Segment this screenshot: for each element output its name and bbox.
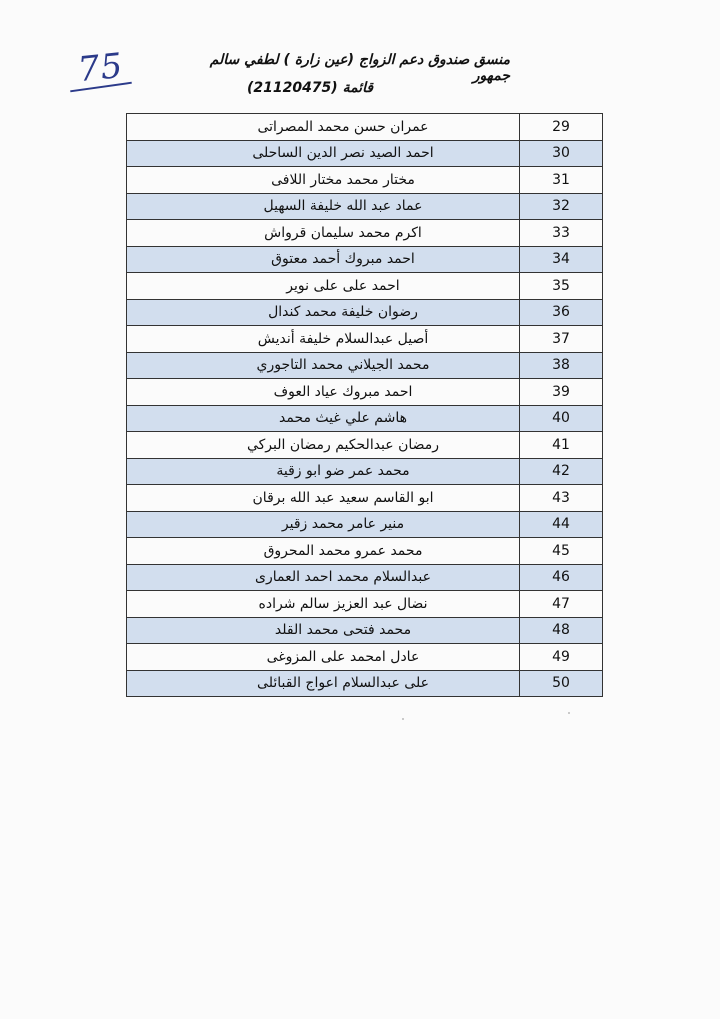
name-cell: اكرم محمد سليمان قرواش <box>127 220 520 247</box>
name-cell: احمد مبروك أحمد معتوق <box>127 246 520 273</box>
name-cell: على عبدالسلام اعواج القبائلى <box>127 670 520 697</box>
name-cell: عماد عبد الله خليفة السهيل <box>127 193 520 220</box>
table-row <box>127 273 603 300</box>
table-row <box>127 114 603 141</box>
name-cell: محمد عمرو محمد المحروق <box>127 538 520 565</box>
name-cell: عمران حسن محمد المصراتى <box>127 114 520 141</box>
number-cell: 32 <box>520 193 603 220</box>
number-cell: 44 <box>520 511 603 538</box>
number-cell: 38 <box>520 352 603 379</box>
table-row <box>127 670 603 697</box>
number-cell: 37 <box>520 326 603 353</box>
table-row <box>127 167 603 194</box>
name-cell: هاشم علي غيث محمد <box>127 405 520 432</box>
number-cell: 48 <box>520 617 603 644</box>
name-cell: أصيل عبدالسلام خليفة أنديش <box>127 326 520 353</box>
name-cell: احمد الصيد نصر الدين الساحلى <box>127 140 520 167</box>
names-table <box>126 113 603 697</box>
table-row <box>127 511 603 538</box>
table-row <box>127 140 603 167</box>
number-cell: 43 <box>520 485 603 512</box>
name-cell: احمد على على نوير <box>127 273 520 300</box>
table-row <box>127 617 603 644</box>
table-row <box>127 379 603 406</box>
number-cell: 40 <box>520 405 603 432</box>
table-row <box>127 220 603 247</box>
number-cell: 49 <box>520 644 603 671</box>
table-row <box>127 538 603 565</box>
number-cell: 46 <box>520 564 603 591</box>
scan-speck <box>402 718 404 720</box>
number-cell: 30 <box>520 140 603 167</box>
table-row <box>127 564 603 591</box>
name-cell: ابو القاسم سعيد عبد الله برقان <box>127 485 520 512</box>
name-cell: احمد مبروك عياد العوف <box>127 379 520 406</box>
table-row <box>127 193 603 220</box>
table-row <box>127 432 603 459</box>
table-row <box>127 591 603 618</box>
number-cell: 35 <box>520 273 603 300</box>
table-row <box>127 326 603 353</box>
name-cell: محمد الجيلاني محمد التاجوري <box>127 352 520 379</box>
name-cell: محمد عمر ضو ابو زقية <box>127 458 520 485</box>
name-cell: محمد فتحى محمد القلد <box>127 617 520 644</box>
document-title: منسق صندوق دعم الزواج (عين زارة ) لطفي سالم جمهور <box>209 52 510 84</box>
table-row <box>127 246 603 273</box>
name-cell: رضوان خليفة محمد كندال <box>127 299 520 326</box>
table-row <box>127 405 603 432</box>
name-cell: مختار محمد مختار اللافى <box>127 167 520 194</box>
name-cell: نضال عبد العزيز سالم شراده <box>127 591 520 618</box>
number-cell: 34 <box>520 246 603 273</box>
number-cell: 31 <box>520 167 603 194</box>
names-table-body <box>127 114 603 697</box>
table-row <box>127 485 603 512</box>
list-number: قائمة (21120475) <box>246 80 374 96</box>
table-row <box>127 352 603 379</box>
number-cell: 39 <box>520 379 603 406</box>
name-cell: عادل امحمد على المزوغى <box>127 644 520 671</box>
number-cell: 41 <box>520 432 603 459</box>
table-row <box>127 644 603 671</box>
name-cell: رمضان عبدالحكيم رمضان البركي <box>127 432 520 459</box>
scan-speck <box>568 712 570 714</box>
number-cell: 29 <box>520 114 603 141</box>
number-cell: 36 <box>520 299 603 326</box>
table-row <box>127 299 603 326</box>
number-cell: 47 <box>520 591 603 618</box>
number-cell: 33 <box>520 220 603 247</box>
handwritten-page-number: 75 <box>76 45 126 91</box>
number-cell: 50 <box>520 670 603 697</box>
name-cell: عبدالسلام محمد احمد العمارى <box>127 564 520 591</box>
table-row <box>127 458 603 485</box>
number-cell: 42 <box>520 458 603 485</box>
number-cell: 45 <box>520 538 603 565</box>
name-cell: منير عامر محمد زقير <box>127 511 520 538</box>
